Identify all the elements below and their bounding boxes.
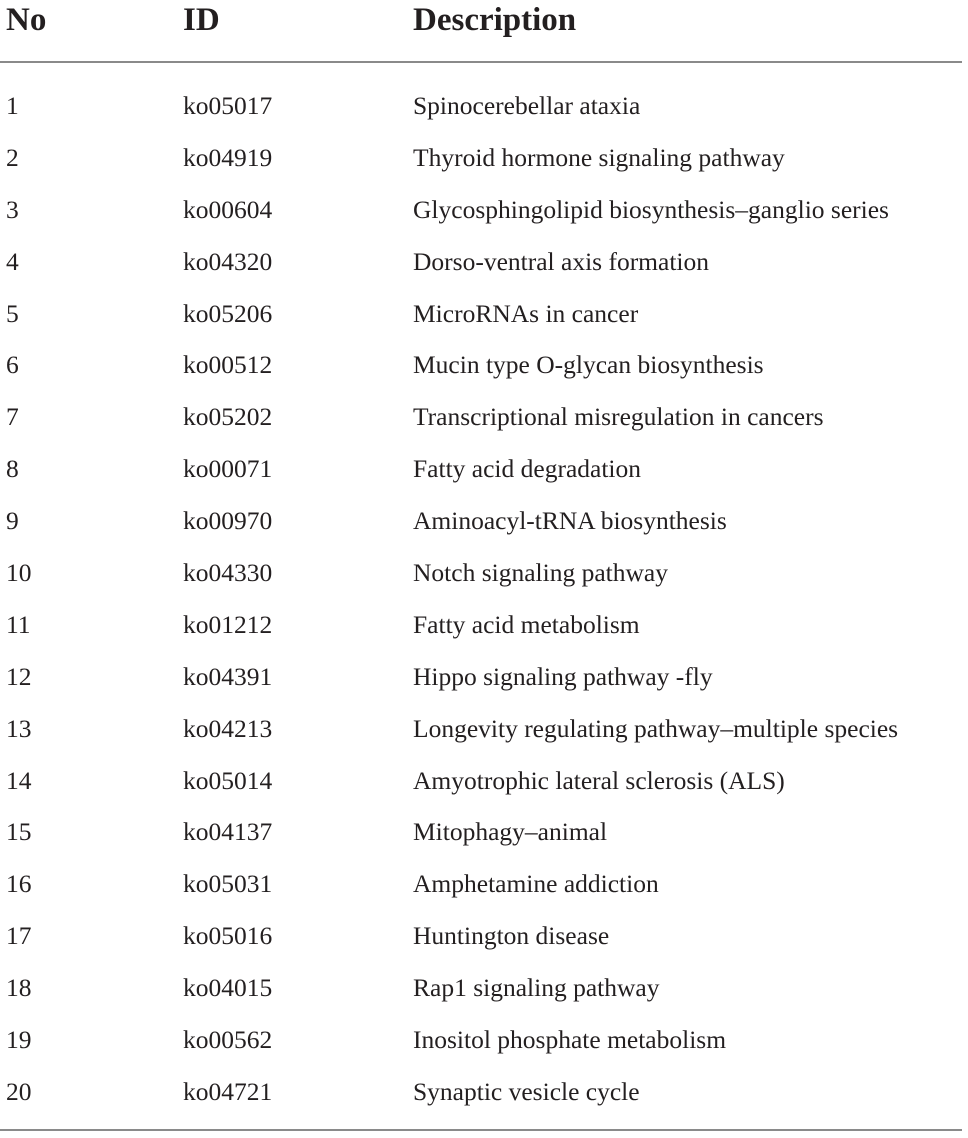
cell-description: Longevity regulating pathway–multiple species: [413, 713, 899, 743]
cell-id: ko05014: [183, 765, 273, 795]
header-description: Description: [413, 2, 577, 38]
cell-description: Dorso-ventral axis formation: [413, 246, 710, 276]
cell-id: ko05206: [183, 298, 273, 328]
cell-id: ko04330: [183, 558, 273, 588]
table-row: [0, 1014, 968, 1066]
cell-no: 2: [6, 142, 19, 172]
cell-no: 18: [6, 973, 32, 1003]
cell-description: Fatty acid degradation: [413, 454, 642, 484]
cell-description: Fatty acid metabolism: [413, 609, 640, 639]
table-row: [0, 443, 968, 495]
cell-no: 13: [6, 713, 32, 743]
header-id: ID: [183, 2, 220, 38]
cell-description: Amyotrophic lateral sclerosis (ALS): [413, 765, 785, 795]
cell-description: Synaptic vesicle cycle: [413, 1076, 640, 1106]
cell-id: ko00562: [183, 1025, 273, 1055]
table-body: [0, 80, 968, 1118]
cell-no: 3: [6, 194, 19, 224]
cell-no: 4: [6, 246, 19, 276]
cell-description: Glycosphingolipid biosynthesis–ganglio series: [413, 194, 889, 224]
table-row: [0, 910, 968, 962]
table-row: [0, 858, 968, 910]
cell-id: ko04213: [183, 713, 273, 743]
table-row: [0, 547, 968, 599]
cell-id: ko04320: [183, 246, 273, 276]
cell-no: 1: [6, 91, 19, 120]
table-bottom-rule: [0, 1129, 962, 1131]
table-row: [0, 1066, 968, 1118]
table-header: [0, 0, 968, 44]
cell-id: ko00071: [183, 454, 273, 484]
cell-id: ko04721: [183, 1076, 273, 1106]
cell-description: MicroRNAs in cancer: [413, 298, 639, 328]
cell-no: 9: [6, 506, 19, 536]
cell-no: 16: [6, 869, 32, 899]
cell-description: Spinocerebellar ataxia: [413, 91, 641, 120]
cell-no: 17: [6, 921, 32, 951]
table-row: [0, 184, 968, 236]
table-row: [0, 599, 968, 651]
cell-id: ko00512: [183, 350, 273, 380]
cell-no: 11: [6, 609, 31, 639]
table-row: [0, 651, 968, 703]
cell-description: Huntington disease: [413, 921, 610, 951]
cell-no: 10: [6, 558, 32, 588]
cell-description: Mucin type O-glycan biosynthesis: [413, 350, 764, 380]
cell-id: ko00970: [183, 506, 273, 536]
cell-no: 6: [6, 350, 19, 380]
cell-id: ko01212: [183, 609, 273, 639]
table-row: [0, 495, 968, 547]
table-row: [0, 288, 968, 340]
table-row: [0, 339, 968, 391]
cell-no: 7: [6, 402, 19, 432]
table-row: [0, 755, 968, 807]
cell-description: Rap1 signaling pathway: [413, 973, 660, 1003]
cell-description: Inositol phosphate metabolism: [413, 1025, 727, 1055]
cell-no: 14: [6, 765, 32, 795]
cell-description: Transcriptional misregulation in cancers: [413, 402, 824, 432]
cell-description: Aminoacyl-tRNA biosynthesis: [413, 506, 727, 536]
table-row: [0, 391, 968, 443]
header-divider: [0, 61, 962, 63]
cell-id: ko05202: [183, 402, 273, 432]
cell-id: ko05016: [183, 921, 273, 951]
cell-description: Mitophagy–animal: [413, 817, 608, 847]
table-row: [0, 80, 968, 132]
cell-id: ko04391: [183, 661, 273, 691]
cell-no: 20: [6, 1076, 32, 1106]
cell-no: 8: [6, 454, 19, 484]
header-no: No: [6, 2, 47, 38]
cell-no: 12: [6, 661, 32, 691]
table-row: [0, 806, 968, 858]
table-row: [0, 236, 968, 288]
cell-description: Hippo signaling pathway -fly: [413, 661, 713, 691]
cell-id: ko00604: [183, 194, 273, 224]
cell-id: ko05017: [183, 91, 273, 120]
cell-id: ko04137: [183, 817, 273, 847]
cell-id: ko05031: [183, 869, 273, 899]
cell-description: Notch signaling pathway: [413, 558, 668, 588]
cell-id: ko04919: [183, 142, 273, 172]
table-row: [0, 703, 968, 755]
cell-no: 15: [6, 817, 32, 847]
cell-id: ko04015: [183, 973, 273, 1003]
table-row: [0, 132, 968, 184]
table-row: [0, 962, 968, 1014]
cell-description: Amphetamine addiction: [413, 869, 659, 899]
cell-no: 19: [6, 1025, 32, 1055]
cell-no: 5: [6, 298, 19, 328]
cell-description: Thyroid hormone signaling pathway: [413, 142, 785, 172]
